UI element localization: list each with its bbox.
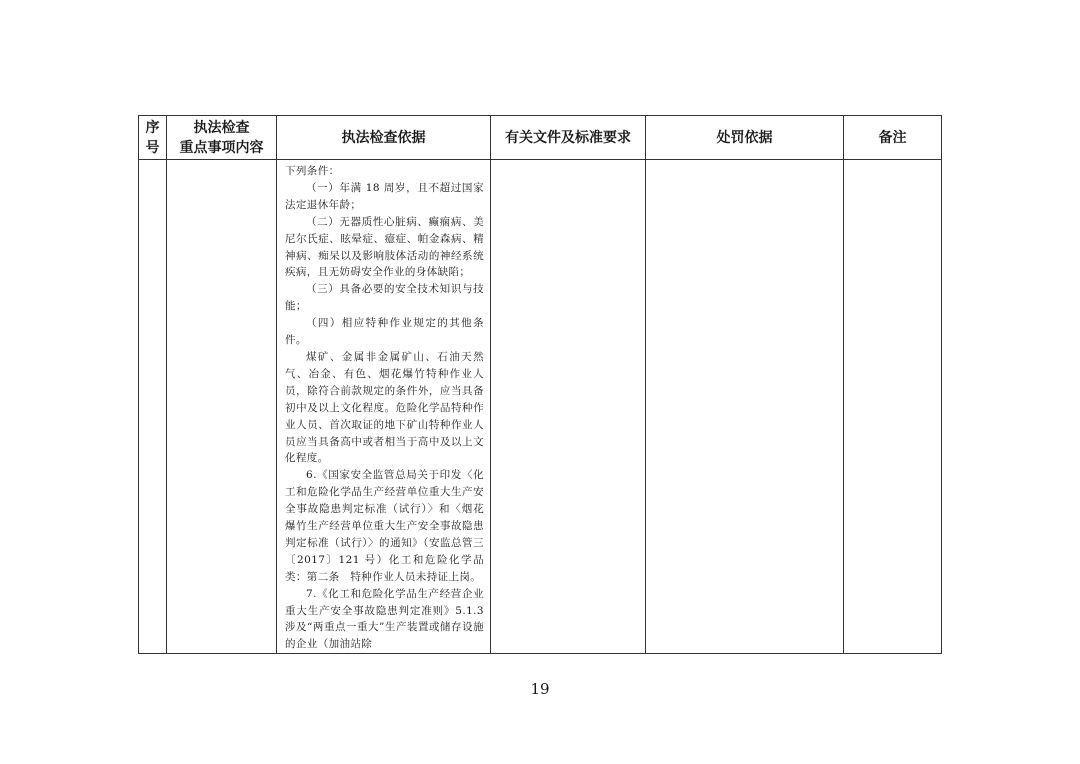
header-focus-line-2: 重点事项内容 — [179, 139, 264, 156]
header-remarks: 备注 — [844, 116, 942, 160]
header-seq-line-1: 序 — [145, 119, 160, 136]
cell-remarks — [844, 160, 942, 654]
header-focus — [167, 116, 277, 160]
header-basis: 执法检查依据 — [277, 116, 491, 160]
cell-basis — [277, 160, 495, 654]
basis-paragraph: 7.《化工和危险化学品生产经营企业重大生产安全事故隐患判定准则》5.1.3 涉及“两重点一重大”生产装置或储存设施的企业（加油站除 — [285, 587, 495, 651]
basis-paragraph: 6.《国家安全监管总局关于印发〈化工和危险化学品生产经营单位重大生产安全事故隐患判定标准（试行）〉和〈烟花爆竹生产经营单位重大生产安全事故隐患判定标准（试行）〉的通知》（安监总管三〔2017〕121 号）化工和危险化学品类：第二条 特种作业人员未持证上岗。 — [285, 469, 484, 583]
cell-seq — [139, 160, 167, 654]
basis-paragraph: （二）无器质性心脏病、癫痫病、美尼尔氏症、眩晕症、癔症、帕金森病、精神病、痴呆以及影响肢体活动的神经系统疾病，且无妨碍安全作业的身体缺陷； — [285, 215, 484, 279]
header-standards: 有关文件及标准要求 — [491, 116, 646, 160]
table-row — [139, 160, 942, 654]
basis-paragraph: （四）相应特种作业规定的其他条件。 — [285, 317, 484, 347]
header-penalty: 处罚依据 — [646, 116, 844, 160]
header-focus-line-1: 执法检查 — [193, 119, 250, 136]
basis-paragraph: （一）年满 18 周岁，且不超过国家法定退休年龄； — [285, 181, 484, 211]
page-number: 19 — [530, 680, 550, 698]
basis-paragraph: 下列条件： — [285, 165, 340, 177]
table-header-row — [139, 116, 942, 160]
cell-standards — [491, 160, 646, 654]
cell-focus — [167, 160, 277, 654]
basis-paragraph: 煤矿、金属非金属矿山、石油天然气、冶金、有色、烟花爆竹特种作业人员，除符合前款规定的条件外，应当具备初中及以上文化程度。危险化学品特种作业人员、首次取证的地下矿山特种作业人员应当具备高中或者相当于高中及以上文化程度。 — [285, 350, 484, 465]
basis-paragraph: （三）具备必要的安全技术知识与技能； — [285, 283, 484, 313]
inspection-table — [138, 115, 942, 654]
header-seq-line-2: 号 — [145, 139, 160, 156]
basis-text — [285, 163, 495, 653]
header-seq — [139, 116, 167, 160]
cell-penalty — [646, 160, 844, 654]
